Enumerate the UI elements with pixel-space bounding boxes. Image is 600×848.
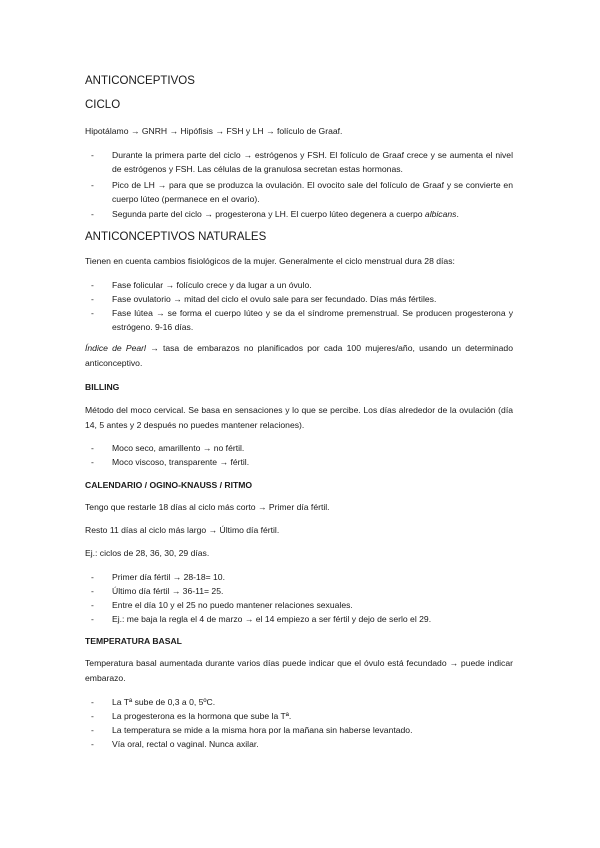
list-item-text: Moco seco, amarillento → no fértil. xyxy=(112,443,245,453)
bullet-dash: - xyxy=(91,600,94,610)
list-item-text: Fase ovulatorio → mitad del ciclo el ovulo sale para ser fecundado. Días más fértiles. xyxy=(112,294,437,304)
list-item xyxy=(85,441,513,455)
list-item xyxy=(85,178,513,206)
pearl-label: Índice de Pearl xyxy=(85,343,146,353)
section-heading-billing: BILLING xyxy=(85,382,120,392)
list-item xyxy=(85,598,513,612)
list-item xyxy=(85,570,513,584)
section-heading-calendario: CALENDARIO / OGINO-KNAUSS / RITMO xyxy=(85,480,253,490)
list-item xyxy=(85,306,513,334)
bullet-dash: - xyxy=(91,457,94,467)
bullet-dash: - xyxy=(91,614,94,624)
bullet-dash: - xyxy=(91,209,94,219)
list-item-text: La temperatura se mide a la misma hora por la mañana sin haberse levantado. xyxy=(112,725,413,735)
list-item-text: Fase folicular → folículo crece y da lugar a un óvulo. xyxy=(112,280,312,290)
list-item xyxy=(85,292,513,306)
list-item xyxy=(85,584,513,598)
bullet-dash: - xyxy=(91,739,94,749)
ciclo-intro: Hipotálamo → GNRH → Hipófisis → FSH y LH → folículo de Graaf. xyxy=(85,126,343,136)
list-item xyxy=(85,737,513,751)
list-item-punctuation: . xyxy=(456,209,459,219)
list-item xyxy=(85,612,513,626)
page-title: ANTICONCEPTIVOS xyxy=(85,75,195,87)
bullet-dash: - xyxy=(91,308,94,318)
list-item xyxy=(85,278,513,292)
section-heading-naturales: ANTICONCEPTIVOS NATURALES xyxy=(85,231,267,243)
list-item xyxy=(85,207,513,221)
section-heading-ciclo: CICLO xyxy=(85,99,121,111)
bullet-dash: - xyxy=(91,294,94,304)
list-item-text: Durante la primera parte del ciclo → estrógenos y FSH. El folículo de Graaf crece y se aumenta el nivel de estrógenos y FSH. Las células de la granulosa secretan estas hormonas. xyxy=(112,150,513,174)
list-item-text: Ej.: me baja la regla el 4 de marzo → el 14 empiezo a ser fértil y dejo de serlo el 29. xyxy=(112,614,432,624)
temperatura-intro: Temperatura basal aumentada durante varios días puede indicar que el óvulo está fecundado → puede indicar embarazo. xyxy=(85,658,513,683)
list-item-text: La Tª sube de 0,3 a 0, 5ºC. xyxy=(112,697,216,707)
list-item-text: Último día fértil → 36-11= 25. xyxy=(112,586,224,596)
list-item xyxy=(85,148,513,176)
list-item-text: Fase lútea → se forma el cuerpo lúteo y se da el síndrome premenstrual. Se producen progesterona y estrógeno. 9-16 días. xyxy=(112,308,513,332)
list-item-text: Pico de LH → para que se produzca la ovulación. El ovocito sale del folículo de Graaf y se convierte en cuerpo lúteo (permanece en el ovario). xyxy=(112,180,513,204)
bullet-dash: - xyxy=(91,586,94,596)
section-heading-temperatura: TEMPERATURA BASAL xyxy=(85,636,182,646)
billing-intro: Método del moco cervical. Se basa en sensaciones y lo que se percibe. Los días alrededor de la ovulación (día 14, 5 antes y 2 después no puedes mantener relaciones). xyxy=(85,405,513,430)
list-item xyxy=(85,709,513,723)
bullet-dash: - xyxy=(91,180,94,190)
pearl-text: → tasa de embarazos no planificados por cada 100 mujeres/año, usando un determinado anticonceptivo. xyxy=(85,343,513,368)
bullet-dash: - xyxy=(91,725,94,735)
list-item xyxy=(85,695,513,709)
list-item-text: Entre el día 10 y el 25 no puedo mantener relaciones sexuales. xyxy=(112,600,353,610)
list-item-italic-text: albicans xyxy=(424,209,457,219)
calendario-p3: Ej.: ciclos de 28, 36, 30, 29 días. xyxy=(85,548,210,558)
list-item-text: Moco viscoso, transparente → fértil. xyxy=(112,457,250,467)
list-item xyxy=(85,723,513,737)
pearl-paragraph xyxy=(85,341,513,371)
bullet-dash: - xyxy=(91,697,94,707)
list-item-text: Segunda parte del ciclo → progesterona y LH. El cuerpo lúteo degenera a cuerpo xyxy=(112,209,423,219)
list-item xyxy=(85,455,513,469)
bullet-dash: - xyxy=(91,572,94,582)
bullet-dash: - xyxy=(91,280,94,290)
calendario-p2: Resto 11 días al ciclo más largo → Último día fértil. xyxy=(85,525,280,535)
bullet-dash: - xyxy=(91,150,94,160)
calendario-p1: Tengo que restarle 18 días al ciclo más corto → Primer día fértil. xyxy=(85,502,330,512)
bullet-dash: - xyxy=(91,711,94,721)
list-item-text: Primer día fértil → 28-18= 10. xyxy=(112,572,225,582)
naturales-intro: Tienen en cuenta cambios fisiológicos de la mujer. Generalmente el ciclo menstrual dura 28 días: xyxy=(85,256,455,266)
bullet-dash: - xyxy=(91,443,94,453)
list-item-text: Vía oral, rectal o vaginal. Nunca axilar. xyxy=(112,739,259,749)
list-item-text: La progesterona es la hormona que sube la Tª. xyxy=(112,711,292,721)
